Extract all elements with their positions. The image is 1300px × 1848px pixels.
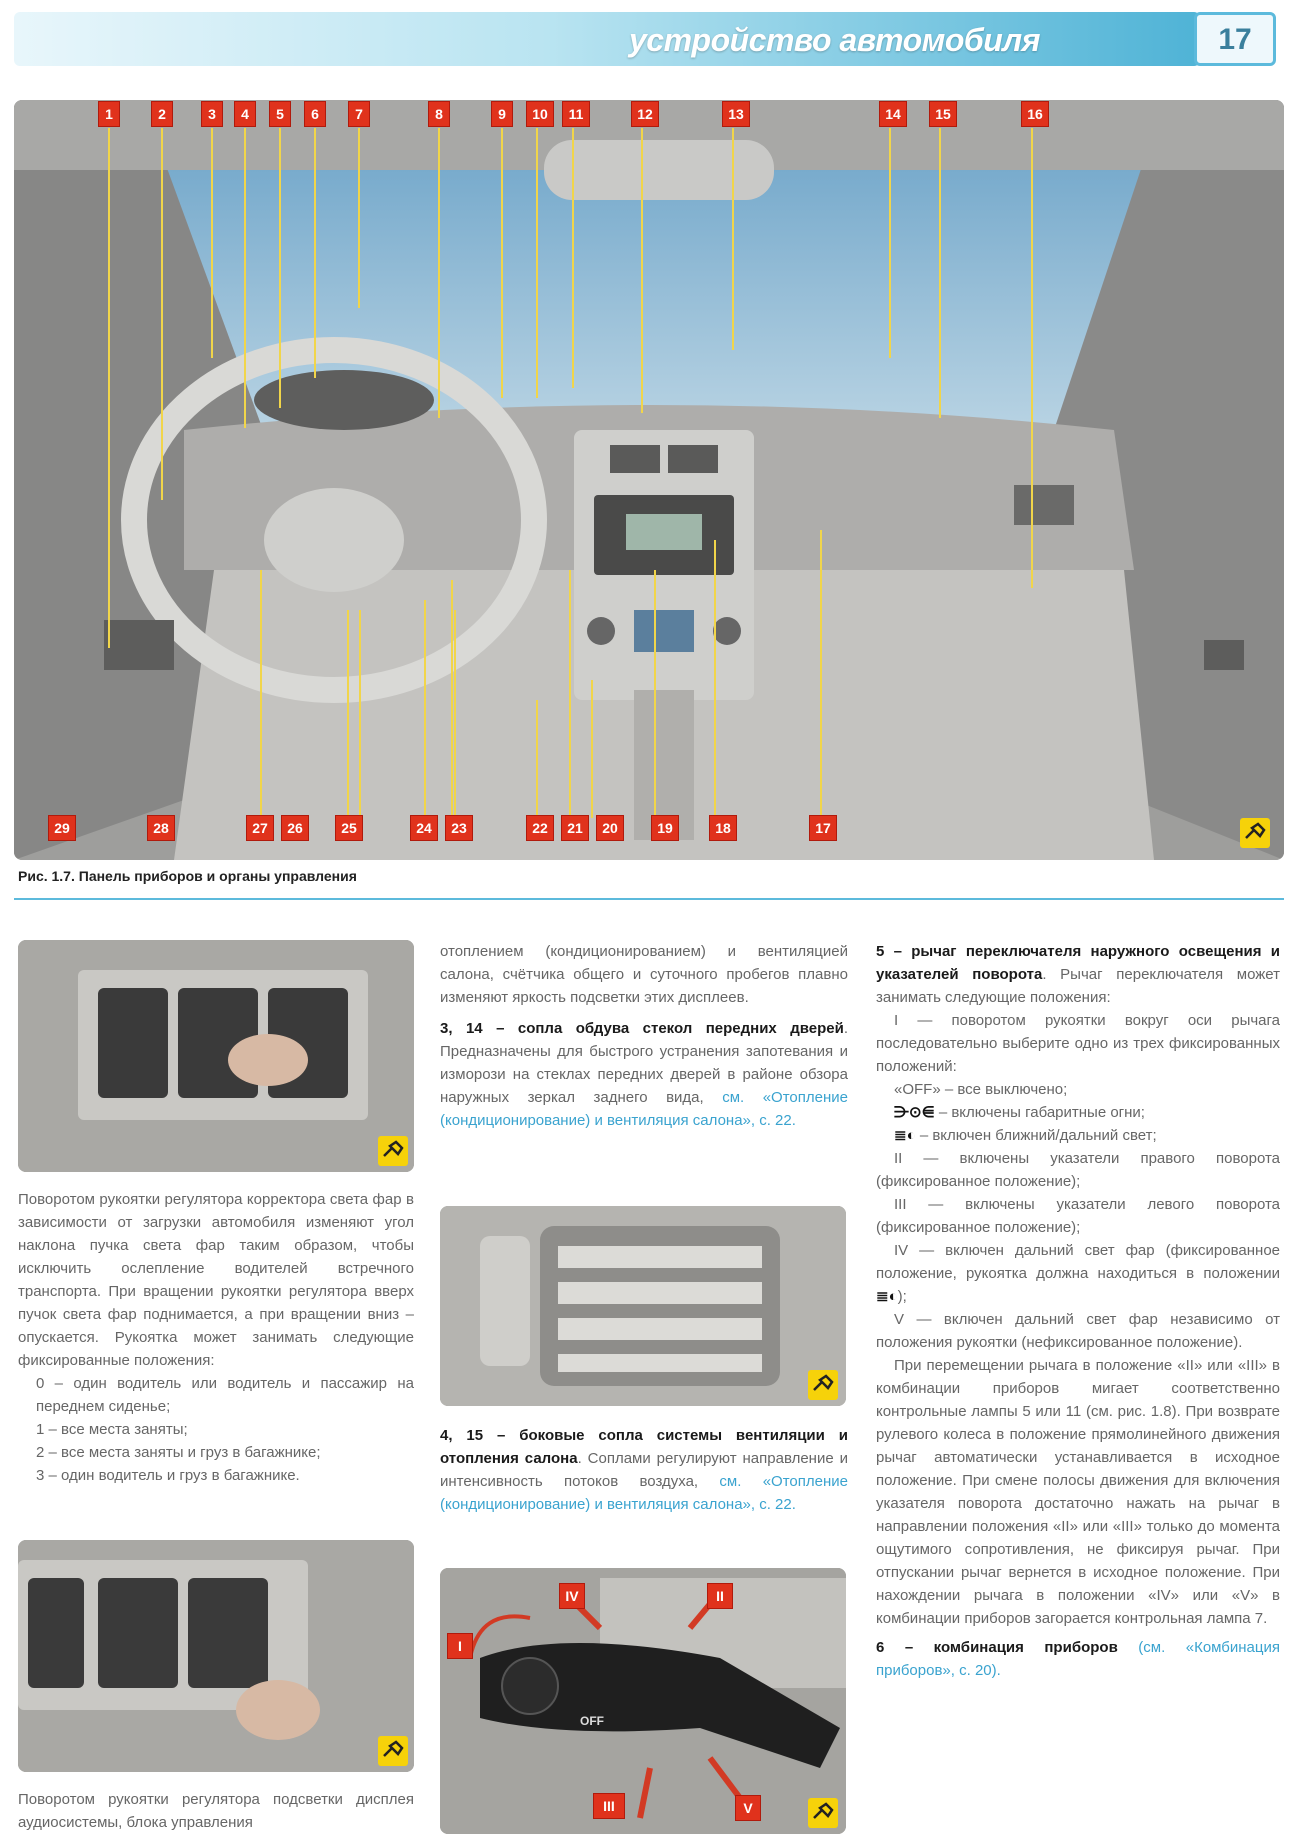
paragraph-end: ); — [897, 1288, 907, 1305]
callout-11: 11 — [563, 102, 589, 126]
stalk-label-ii: II — [708, 1584, 732, 1608]
callout-6: 6 — [305, 102, 325, 126]
column-2-mid — [440, 1424, 848, 1516]
callout-17: 17 — [810, 816, 836, 840]
callout-24: 24 — [411, 816, 437, 840]
callout-4: 4 — [235, 102, 255, 126]
section-heading: 4, 15 – боковые сопла системы вентиляции и отопления салона — [440, 1427, 848, 1467]
car-key-icon — [378, 1136, 408, 1166]
dashboard-photo — [14, 100, 1284, 860]
callout-12: 12 — [632, 102, 658, 126]
stalk-label-iii: III — [594, 1794, 624, 1818]
parking-lights-icon: ⋺⊙⋹ — [894, 1104, 935, 1121]
callout-26: 26 — [282, 816, 308, 840]
paragraph: I — поворотом рукоятки вокруг оси рычага последовательно выберите одно из трех фиксированных положений: — [876, 1012, 1280, 1075]
header-band — [14, 12, 1200, 66]
list-item: 1 – все места заняты; — [36, 1421, 188, 1438]
callout-21: 21 — [562, 816, 588, 840]
stalk-label-v: V — [736, 1796, 760, 1820]
column-1-text — [18, 1188, 414, 1487]
callout-1: 1 — [99, 102, 119, 126]
paragraph: IV — включен дальний свет фар (фиксированное положение, рукоятка должна находиться в положении — [876, 1242, 1280, 1282]
high-beam-icon: ≣◐ — [876, 1288, 898, 1305]
cross-reference-link[interactable]: см. «Отопление (кондиционирование) и вентиляция салона», с. 22. — [440, 1473, 848, 1513]
callout-22: 22 — [527, 816, 553, 840]
callout-8: 8 — [429, 102, 449, 126]
stalk-label-iv: IV — [560, 1584, 584, 1608]
callout-3: 3 — [202, 102, 222, 126]
page-number-box — [1194, 12, 1276, 66]
section-heading: 3, 14 – сопла обдува стекол передних дверей — [440, 1020, 844, 1037]
callout-5: 5 — [270, 102, 290, 126]
paragraph: При перемещении рычага в положение «II» или «III» в комбинации приборов мигает соответственно контрольные лампы 5 или 11 (см. рис. 1.8). При возврате рулевого колеса в положение прямолинейного движения рычаг автоматически устанавливается в исходное положение. При смене полосы движения для включения указателя поворота достаточно нажать на рычаг в направлении положения «II» или «III» только до момента ощутимого сопротивления, не фиксируя рычаг. При отпускании рычаг вернется в исходное положение. При нахождении рычага в положении «IV» или «V» в комбинации приборов загорается контрольная лампа 7. — [876, 1357, 1280, 1627]
callout-19: 19 — [652, 816, 678, 840]
callout-15: 15 — [930, 102, 956, 126]
paragraph: II — включены указатели правого поворота (фиксированное положение); — [876, 1150, 1280, 1190]
paragraph: Поворотом рукоятки регулятора подсветки дисплея аудиосистемы, блока управления — [18, 1791, 414, 1831]
paragraph: отоплением (кондиционированием) и вентиляцией салона, счётчика общего и суточного пробегов плавно изменяют яркость подсветки этих дисплеев. — [440, 943, 848, 1006]
divider — [14, 898, 1284, 900]
paragraph: III — включены указатели левого поворота (фиксированное положение); — [876, 1196, 1280, 1236]
cross-reference-link[interactable]: см. «Отопление (кондиционирование) и вентиляция салона», с. 22. — [440, 1089, 848, 1129]
headlight-corrector-photo — [18, 940, 414, 1172]
dashboard-illustration — [14, 100, 1284, 860]
callout-16: 16 — [1022, 102, 1048, 126]
column-3-text — [876, 940, 1280, 1682]
car-key-icon — [1240, 818, 1270, 848]
cross-reference-link[interactable]: (см. «Комбинация приборов», с. 20). — [876, 1639, 1280, 1679]
section-heading: 5 – рычаг переключателя наружного освещения и указателей поворота — [876, 943, 1280, 983]
callout-28: 28 — [148, 816, 174, 840]
stalk-off-label: OFF — [580, 1714, 604, 1728]
callout-2: 2 — [152, 102, 172, 126]
callout-20: 20 — [597, 816, 623, 840]
callout-29: 29 — [49, 816, 75, 840]
list-item: 2 – все места заняты и груз в багажнике; — [36, 1444, 321, 1461]
list-item: 0 – один водитель или водитель и пассажир на переднем сиденье; — [36, 1375, 414, 1415]
car-key-icon — [808, 1370, 838, 1400]
callout-23: 23 — [446, 816, 472, 840]
paragraph: . Предназначены для быстрого устранения запотевания и изморози на стеклах передних дверей в районе обзора наружных зеркал заднего вида, — [440, 1020, 848, 1106]
list-item: «OFF» – все выключено; — [894, 1081, 1068, 1098]
callout-7: 7 — [349, 102, 369, 126]
callout-13: 13 — [723, 102, 749, 126]
figure-caption: Рис. 1.7. Панель приборов и органы управления — [18, 868, 357, 884]
page-number: 17 — [1218, 23, 1252, 56]
callout-18: 18 — [710, 816, 736, 840]
light-stalk-photo — [440, 1568, 846, 1834]
callout-14: 14 — [880, 102, 906, 126]
stalk-label-i: I — [448, 1634, 472, 1658]
car-key-icon — [808, 1798, 838, 1828]
callout-9: 9 — [492, 102, 512, 126]
backlight-regulator-photo — [18, 1540, 414, 1772]
paragraph: V — включен дальний свет фар независимо от положения рукоятки (нефиксированное положение). — [876, 1311, 1280, 1351]
column-1-tail — [18, 1788, 414, 1834]
section-title: устройство автомобиля — [628, 22, 1040, 58]
callout-25: 25 — [336, 816, 362, 840]
section-heading: 6 – комбинация приборов — [876, 1639, 1118, 1656]
headlight-icon: ≣◐ — [894, 1127, 916, 1144]
paragraph: . Соплами регулируют направление и интенсивность потоков воздуха, — [440, 1450, 848, 1490]
side-vent-photo — [440, 1206, 846, 1406]
callout-27: 27 — [247, 816, 273, 840]
paragraph: Поворотом рукоятки регулятора корректора света фар в зависимости от загрузки автомобиля изменяют угол наклона пучка света фар таким образом, чтобы исключить ослепление водителей встречного транспорта. При вращении рукоятки регулятора вверх пучок света фар поднимается, а при вращении вниз – опускается. Рукоятка может занимать следующие фиксированные положения: — [18, 1191, 414, 1369]
list-item: – включен ближний/дальний свет; — [919, 1127, 1157, 1144]
list-item: 3 – один водитель и груз в багажнике. — [36, 1467, 300, 1484]
list-item: – включены габаритные огни; — [938, 1104, 1145, 1121]
car-key-icon — [378, 1736, 408, 1766]
callout-10: 10 — [527, 102, 553, 126]
column-2-top — [440, 940, 848, 1132]
paragraph: . Рычаг переключателя может занимать следующие положения: — [876, 966, 1281, 1006]
